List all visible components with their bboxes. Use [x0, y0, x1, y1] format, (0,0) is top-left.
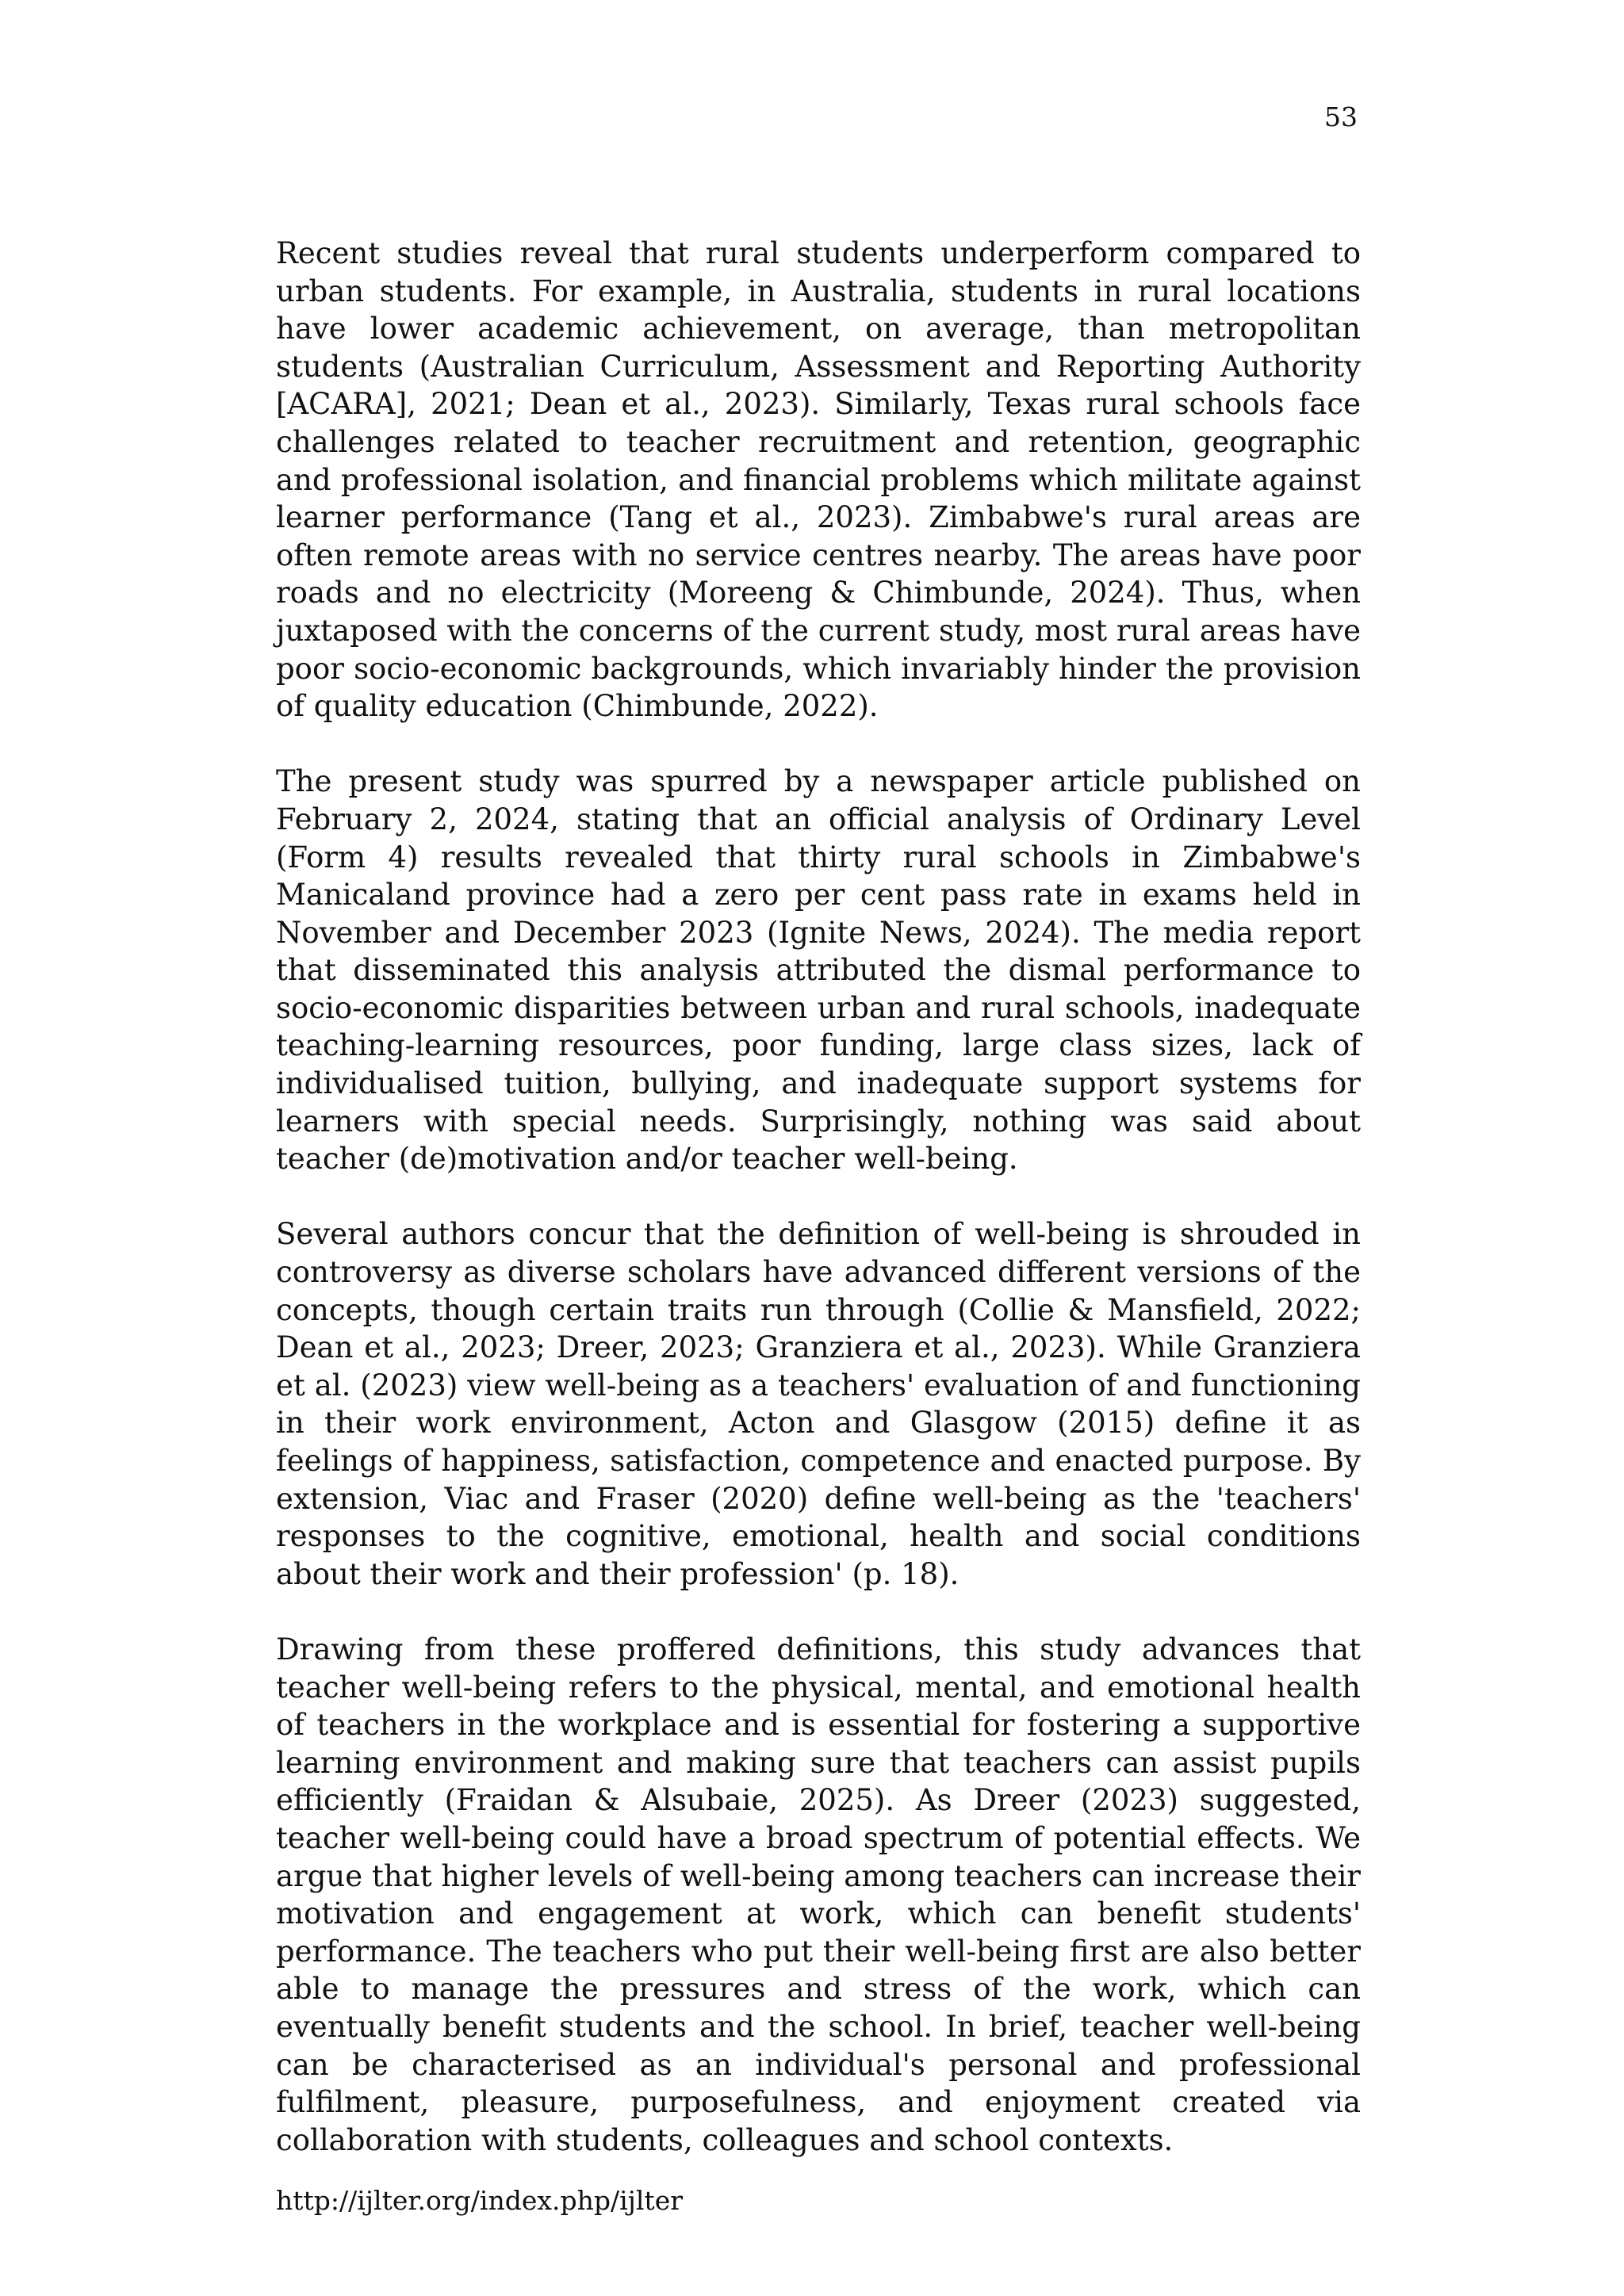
- page-number: 53: [1324, 101, 1358, 132]
- paragraph-well-being-definitions: Several authors concur that the definition of well-being is shrouded in controversy as diverse scholars have advanced different versions of the concepts, though certain traits run through (Collie & Mansfield, 2022; Dean et al., 2023; Dreer, 2023; Granziera et al., 2023). While Granziera et al. (2023) view well-being as a teachers' evaluation of and functioning in their work environment, Acton and Glasgow (2015) define it as feelings of happiness, satisfaction, competence and enacted purpose. By extension, Viac and Fraser (2020) define well-being as the 'teachers' responses to the cognitive, emotional, health and social conditions about their work and their profession' (p. 18).: [276, 1217, 1361, 1591]
- paragraph-teacher-well-being: Drawing from these proffered definitions, this study advances that teacher well-being refers to the physical, mental, and emotional health of teachers in the workplace and is essential for fostering a supportive learning environment and making sure that teachers can assist pupils efficiently (Fraidan & Alsubaie, 2025). As Dreer (2023) suggested, teacher well-being could have a broad spectrum of potential effects. We argue that higher levels of well-being among teachers can increase their motivation and engagement at work, which can benefit students' performance. The teachers who put their well-being first are also better able to manage the pressures and stress of the work, which can eventually benefit students and the school. In brief, teacher well-being can be characterised as an individual's personal and professional fulfilment, pleasure, purposefulness, and enjoyment created via collaboration with students, colleagues and school contexts.: [276, 1632, 1361, 2157]
- paragraph-rural-performance: Recent studies reveal that rural students underperform compared to urban students. For example, in Australia, students in rural locations have lower academic achievement, on average, than metropolitan students (Australian Curriculum, Assessment and Reporting Authority [ACARA], 2021; Dean et al., 2023). Similarly, Texas rural schools face challenges related to teacher recruitment and retention, geographic and professional isolation, and financial problems which militate against learner performance (Tang et al., 2023). Zimbabwe's rural areas are often remote areas with no service centres nearby. The areas have poor roads and no electricity (Moreeng & Chimbunde, 2024). Thus, when juxtaposed with the concerns of the current study, most rural areas have poor socio-economic backgrounds, which invariably hinder the provision of quality education (Chimbunde, 2022).: [276, 236, 1361, 724]
- body-text: [276, 235, 1361, 2197]
- footer-url: http://ijlter.org/index.php/ijlter: [276, 2185, 683, 2216]
- paragraph-study-motivation: The present study was spurred by a newspaper article published on February 2, 2024, stating that an official analysis of Ordinary Level (Form 4) results revealed that thirty rural schools in Zimbabwe's Manicaland province had a zero per cent pass rate in exams held in November and December 2023 (Ignite News, 2024). The media report that disseminated this analysis attributed the dismal performance to socio-economic disparities between urban and rural schools, inadequate teaching-learning resources, poor funding, large class sizes, lack of individualised tuition, bullying, and inadequate support systems for learners with special needs. Surprisingly, nothing was said about teacher (de)motivation and/or teacher well-being.: [276, 764, 1361, 1177]
